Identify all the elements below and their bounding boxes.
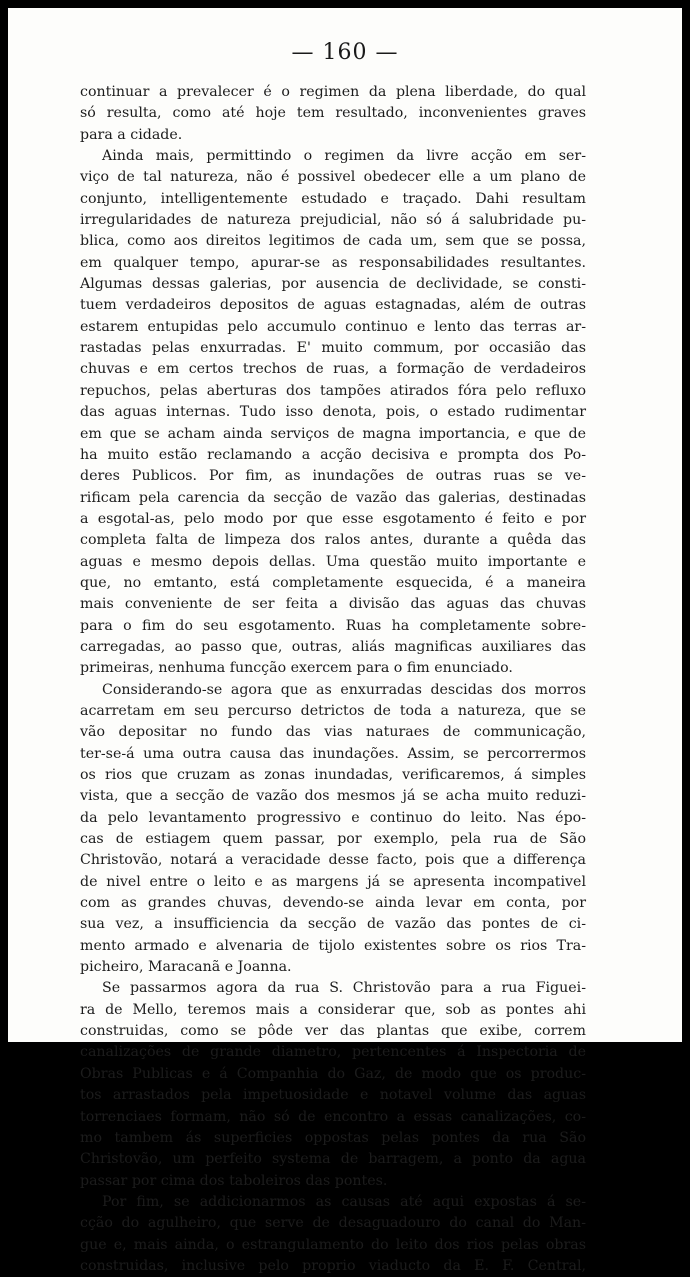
text-line: rificam pela carencia da secção de vazão das galerias, destinadas: [80, 489, 586, 506]
text-line: Se passarmos agora da rua S. Christovão para a rua Figuei-: [102, 980, 586, 997]
text-line: Christovão, um perfeito systema de barragem, a ponto da agua: [80, 1151, 586, 1168]
text-line: Algumas dessas galerias, por ausencia de declividade, se consti-: [80, 276, 586, 293]
text-line: construidas, como se pôde ver das plantas que exibe, correm: [80, 1023, 586, 1040]
document-page: [8, 8, 682, 1274]
text-line: que, no emtanto, está completamente esquecida, é a maneira: [80, 574, 586, 591]
text-line: tuem verdadeiros depositos de aguas estagnadas, além de outras: [80, 297, 586, 314]
text-line: viço de tal natureza, não é possivel obedecer elle a um plano de: [80, 169, 586, 186]
text-line: irregularidades de natureza prejudicial, não só á salubridade pu-: [80, 212, 586, 229]
text-line: cas de estiagem quem passar, por exemplo, pela rua de São: [80, 831, 586, 848]
text-line: primeiras, nenhuma funcção exercem para o fim enunciado.: [80, 660, 513, 677]
text-line: aguas e mesmo depois dellas. Uma questão muito importante e: [80, 553, 586, 570]
text-line: em qualquer tempo, apurar-se as responsabilidades resultantes.: [80, 254, 586, 271]
text-line: os rios que cruzam as zonas inundadas, verificaremos, á simples: [80, 767, 586, 783]
text-line: acarretam em seu percurso detrictos de toda a natureza, que se: [80, 702, 586, 719]
text-line: conjunto, intelligentemente estudado e traçado. Dahi resultam: [80, 190, 586, 207]
text-line: vão depositar no fundo das vias naturaes de communicação,: [80, 724, 586, 741]
text-line: das aguas internas. Tudo isso denota, pois, o estado rudimentar: [80, 404, 586, 421]
text-line: gue e, mais ainda, o estrangulamento do leito dos rios pelas obras: [80, 1236, 586, 1253]
text-line: passar por cima dos taboleiros das pontes.: [80, 1172, 388, 1189]
text-line: só resulta, como até hoje tem resultado, inconvenientes graves: [80, 105, 586, 122]
text-line: Obras Publicas e á Companhia do Gaz, de modo que os produc-: [80, 1065, 586, 1082]
text-line: Considerando-se agora que as enxurradas descidas dos morros: [102, 681, 586, 698]
text-line: Ainda mais, permittindo o regimen da livre acção em ser-: [102, 148, 586, 165]
text-line: ha muito estão reclamando a acção decisiva e prompta dos Po-: [80, 446, 586, 463]
text-line: cção do agulheiro, que serve de desaguadouro do canal do Man-: [80, 1215, 586, 1232]
text-line: mais conveniente de ser feita a divisão das aguas das chuvas: [80, 596, 586, 613]
text-line: mento armado e alvenaria de tijolo existentes sobre os rios Tra-: [80, 937, 586, 954]
text-line: rastadas pelas enxurradas. E' muito commum, por occasião das: [80, 340, 586, 357]
text-line: picheiro, Maracanã e Joanna.: [80, 959, 292, 976]
text-line: da pelo levantamento progressivo e continuo do leito. Nas épo-: [80, 809, 586, 826]
text-line: ra de Mello, teremos mais a considerar que, sob as pontes ahi: [80, 1001, 586, 1018]
text-line: a esgotal-as, pelo modo por que esse esgotamento é feito e por: [80, 510, 586, 527]
text-line: ter-se-á uma outra causa das inundações. Assim, se percorrermos: [80, 745, 586, 762]
text-line: Christovão, notará a veracidade desse facto, pois que a differença: [80, 852, 586, 869]
text-line: torrenciaes formam, não só de encontro a essas canalizações, co-: [80, 1108, 586, 1125]
text-line: com as grandes chuvas, devendo-se ainda levar em conta, por: [80, 895, 586, 912]
text-line: tos arrastados pela impetuosidade e notavel volume das aguas: [80, 1087, 586, 1104]
text-line: Por fim, se addicionarmos as causas até aqui expostas á se-: [102, 1193, 586, 1210]
text-line: para o fim do seu esgotamento. Ruas ha completamente sobre-: [80, 617, 586, 634]
text-line: mo tambem ás superficies oppostas pelas pontes da rua São: [80, 1129, 586, 1146]
text-line: em que se acham ainda serviços de magna importancia, e que de: [80, 425, 586, 442]
text-line: sua vez, a insufficiencia da secção de vazão das pontes de ci-: [80, 916, 586, 933]
page-number: — 160 —: [291, 40, 399, 65]
text-line: deres Publicos. Por fim, as inundações de outras ruas se ve-: [80, 468, 586, 485]
text-line: canalizações de grande diametro, pertencentes á Inspectoria de: [80, 1044, 586, 1061]
text-line: para a cidade.: [80, 126, 183, 143]
body-text: [80, 82, 586, 1277]
text-line: construidas, inclusive pelo proprio viaducto da E. F. Central,: [80, 1257, 586, 1274]
text-line: carregadas, ao passo que, outras, aliás magnificas auxiliares das: [80, 638, 586, 655]
text-line: de nivel entre o leito e as margens já se apresenta incompativel: [80, 873, 586, 890]
text-line: continuar a prevalecer é o regimen da plena liberdade, do qual: [80, 84, 586, 100]
text-line: estarem entupidas pelo accumulo continuo e lento das terras ar-: [80, 318, 586, 335]
text-line: completa falta de limpeza dos ralos antes, durante a quêda das: [80, 532, 586, 549]
text-line: repuchos, pelas aberturas dos tampões atirados fóra pelo refluxo: [80, 382, 586, 399]
text-line: chuvas e em certos trechos de ruas, a formação de verdadeiros: [80, 361, 586, 378]
text-line: blica, como aos direitos legitimos de cada um, sem que se possa,: [80, 233, 586, 250]
text-line: vista, que a secção de vazão dos mesmos já se acha muito reduzi-: [80, 788, 586, 805]
